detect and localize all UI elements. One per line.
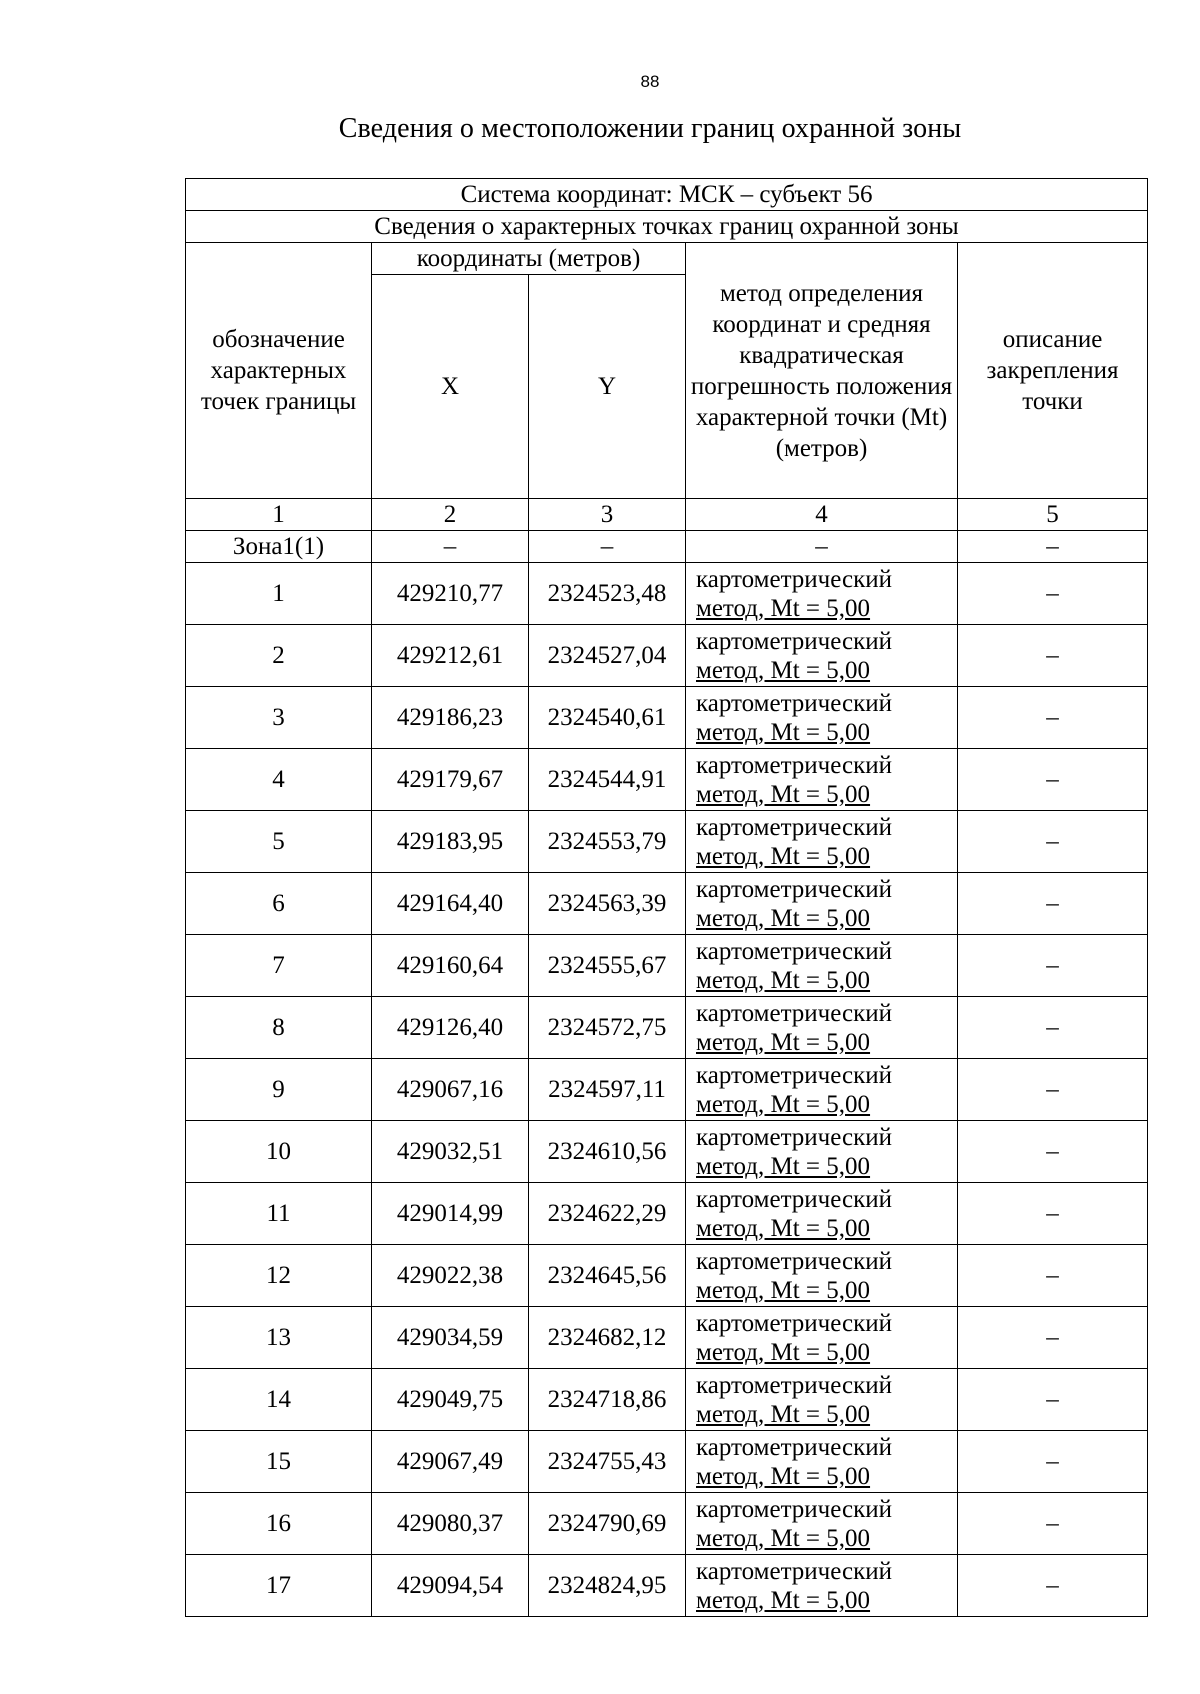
- point-description: –: [958, 625, 1148, 687]
- point-number: 11: [186, 1183, 372, 1245]
- coord-x: 429164,40: [372, 873, 529, 935]
- point-number: 12: [186, 1245, 372, 1307]
- method: [686, 873, 958, 935]
- coord-y: 2324622,29: [529, 1183, 686, 1245]
- table-row: [186, 749, 1148, 811]
- coord-x: 429032,51: [372, 1121, 529, 1183]
- point-number: 9: [186, 1059, 372, 1121]
- method-line-1: картометрический: [696, 999, 892, 1027]
- method-line-2: метод, Mt = 5,00: [696, 966, 871, 994]
- coord-x: 429126,40: [372, 997, 529, 1059]
- point-number: 14: [186, 1369, 372, 1431]
- point-description: –: [958, 1555, 1148, 1617]
- method-line-1: картометрический: [696, 1371, 892, 1399]
- column-number: 3: [529, 499, 686, 531]
- coord-x: 429034,59: [372, 1307, 529, 1369]
- coord-y: 2324555,67: [529, 935, 686, 997]
- table-row: [186, 1431, 1148, 1493]
- coord-x: 429210,77: [372, 563, 529, 625]
- method-line-1: картометрический: [696, 627, 892, 655]
- table-row: [186, 1121, 1148, 1183]
- method-line-2: метод, Mt = 5,00: [696, 1090, 871, 1118]
- zone-row: [186, 531, 1148, 563]
- method: [686, 625, 958, 687]
- method-line-1: картометрический: [696, 937, 892, 965]
- method: [686, 1183, 958, 1245]
- point-description: –: [958, 1493, 1148, 1555]
- coordinates-table: [185, 178, 1148, 1617]
- point-description: –: [958, 811, 1148, 873]
- coord-y: 2324597,11: [529, 1059, 686, 1121]
- method-line-1: картометрический: [696, 1061, 892, 1089]
- point-description: –: [958, 1307, 1148, 1369]
- method: [686, 563, 958, 625]
- method-line-1: картометрический: [696, 1495, 892, 1523]
- coord-x: 429049,75: [372, 1369, 529, 1431]
- coord-y: 2324645,56: [529, 1245, 686, 1307]
- method-line-2: метод, Mt = 5,00: [696, 904, 871, 932]
- point-description: –: [958, 1121, 1148, 1183]
- method: [686, 1431, 958, 1493]
- point-description: –: [958, 873, 1148, 935]
- method-line-2: метод, Mt = 5,00: [696, 1400, 871, 1428]
- method: [686, 749, 958, 811]
- header-description: описание закрепления точки: [958, 243, 1148, 499]
- point-description: –: [958, 997, 1148, 1059]
- method: [686, 1059, 958, 1121]
- point-number: 17: [186, 1555, 372, 1617]
- point-description: –: [958, 1431, 1148, 1493]
- header-y: Y: [529, 275, 686, 499]
- coord-x: 429067,49: [372, 1431, 529, 1493]
- coord-x: 429014,99: [372, 1183, 529, 1245]
- coordinate-system-row: [186, 179, 1148, 211]
- coord-y: 2324553,79: [529, 811, 686, 873]
- header-x: X: [372, 275, 529, 499]
- zone-cell: –: [529, 531, 686, 563]
- point-number: 10: [186, 1121, 372, 1183]
- point-number: 7: [186, 935, 372, 997]
- point-number: 1: [186, 563, 372, 625]
- method-line-2: метод, Mt = 5,00: [696, 1276, 871, 1304]
- table-subtitle: Сведения о характерных точках границ охранной зоны: [186, 211, 1148, 243]
- method-line-2: метод, Mt = 5,00: [696, 718, 871, 746]
- point-number: 16: [186, 1493, 372, 1555]
- method-line-2: метод, Mt = 5,00: [696, 1152, 871, 1180]
- column-number: 5: [958, 499, 1148, 531]
- point-number: 4: [186, 749, 372, 811]
- method-line-1: картометрический: [696, 1433, 892, 1461]
- table-row: [186, 1245, 1148, 1307]
- coord-y: 2324718,86: [529, 1369, 686, 1431]
- table-row: [186, 1493, 1148, 1555]
- table-row: [186, 935, 1148, 997]
- table-row: [186, 873, 1148, 935]
- coord-x: 429186,23: [372, 687, 529, 749]
- method-line-2: метод, Mt = 5,00: [696, 1462, 871, 1490]
- method-line-2: метод, Mt = 5,00: [696, 1586, 871, 1614]
- table-row: [186, 1307, 1148, 1369]
- method-line-2: метод, Mt = 5,00: [696, 656, 871, 684]
- coord-y: 2324572,75: [529, 997, 686, 1059]
- method-line-2: метод, Mt = 5,00: [696, 1524, 871, 1552]
- method-line-2: метод, Mt = 5,00: [696, 1338, 871, 1366]
- coord-y: 2324790,69: [529, 1493, 686, 1555]
- table-row: [186, 625, 1148, 687]
- coord-y: 2324523,48: [529, 563, 686, 625]
- point-number: 15: [186, 1431, 372, 1493]
- page-title: Сведения о местоположении границ охранной зоны: [338, 113, 962, 144]
- coord-x: 429067,16: [372, 1059, 529, 1121]
- column-numbers-row: [186, 499, 1148, 531]
- coord-x: 429212,61: [372, 625, 529, 687]
- method: [686, 1493, 958, 1555]
- point-description: –: [958, 935, 1148, 997]
- coord-y: 2324824,95: [529, 1555, 686, 1617]
- coord-y: 2324527,04: [529, 625, 686, 687]
- method-line-1: картометрический: [696, 1123, 892, 1151]
- method-line-1: картометрический: [696, 689, 892, 717]
- method: [686, 1245, 958, 1307]
- table-subtitle-row: [186, 211, 1148, 243]
- header-method: метод определения координат и средняя квадратическая погрешность положения характерной точки (Mt) (метров): [686, 243, 958, 499]
- coord-x: 429160,64: [372, 935, 529, 997]
- coord-y: 2324682,12: [529, 1307, 686, 1369]
- header-coordinates: координаты (метров): [372, 243, 686, 275]
- method: [686, 935, 958, 997]
- point-number: 3: [186, 687, 372, 749]
- method-line-2: метод, Mt = 5,00: [696, 1028, 871, 1056]
- point-number: 2: [186, 625, 372, 687]
- column-number: 2: [372, 499, 529, 531]
- method: [686, 997, 958, 1059]
- method: [686, 1369, 958, 1431]
- coord-x: 429094,54: [372, 1555, 529, 1617]
- table-row: [186, 1555, 1148, 1617]
- coord-y: 2324755,43: [529, 1431, 686, 1493]
- header-row: [186, 243, 1148, 275]
- point-description: –: [958, 1183, 1148, 1245]
- method-line-1: картометрический: [696, 1247, 892, 1275]
- coord-y: 2324544,91: [529, 749, 686, 811]
- method-line-1: картометрический: [696, 751, 892, 779]
- point-description: –: [958, 1369, 1148, 1431]
- method-line-2: метод, Mt = 5,00: [696, 842, 871, 870]
- method-line-1: картометрический: [696, 565, 892, 593]
- method: [686, 687, 958, 749]
- column-number: 1: [186, 499, 372, 531]
- table-row: [186, 1183, 1148, 1245]
- method-line-1: картометрический: [696, 813, 892, 841]
- method: [686, 811, 958, 873]
- coordinate-system: Система координат: МСК – субъект 56: [186, 179, 1148, 211]
- zone-cell: –: [686, 531, 958, 563]
- point-number: 8: [186, 997, 372, 1059]
- method-line-2: метод, Mt = 5,00: [696, 594, 871, 622]
- method-line-1: картометрический: [696, 1309, 892, 1337]
- point-number: 13: [186, 1307, 372, 1369]
- coord-y: 2324563,39: [529, 873, 686, 935]
- method: [686, 1307, 958, 1369]
- method-line-1: картометрический: [696, 1185, 892, 1213]
- column-number: 4: [686, 499, 958, 531]
- table-row: [186, 997, 1148, 1059]
- point-description: –: [958, 749, 1148, 811]
- method-line-2: метод, Mt = 5,00: [696, 1214, 871, 1242]
- coord-x: 429179,67: [372, 749, 529, 811]
- coord-x: 429080,37: [372, 1493, 529, 1555]
- table-row: [186, 563, 1148, 625]
- method-line-1: картометрический: [696, 875, 892, 903]
- table-row: [186, 1059, 1148, 1121]
- zone-cell: –: [958, 531, 1148, 563]
- table-row: [186, 811, 1148, 873]
- method-line-1: картометрический: [696, 1557, 892, 1585]
- method: [686, 1121, 958, 1183]
- point-number: 5: [186, 811, 372, 873]
- point-description: –: [958, 563, 1148, 625]
- method: [686, 1555, 958, 1617]
- coord-y: 2324610,56: [529, 1121, 686, 1183]
- point-number: 6: [186, 873, 372, 935]
- zone-cell: –: [372, 531, 529, 563]
- zone-name: Зона1(1): [186, 531, 372, 563]
- coord-y: 2324540,61: [529, 687, 686, 749]
- coord-x: 429183,95: [372, 811, 529, 873]
- header-designation: обозначение характерных точек границы: [186, 243, 372, 499]
- table-row: [186, 687, 1148, 749]
- point-description: –: [958, 1245, 1148, 1307]
- point-description: –: [958, 1059, 1148, 1121]
- table-row: [186, 1369, 1148, 1431]
- coord-x: 429022,38: [372, 1245, 529, 1307]
- method-line-2: метод, Mt = 5,00: [696, 780, 871, 808]
- point-description: –: [958, 687, 1148, 749]
- page-number: 88: [640, 72, 660, 91]
